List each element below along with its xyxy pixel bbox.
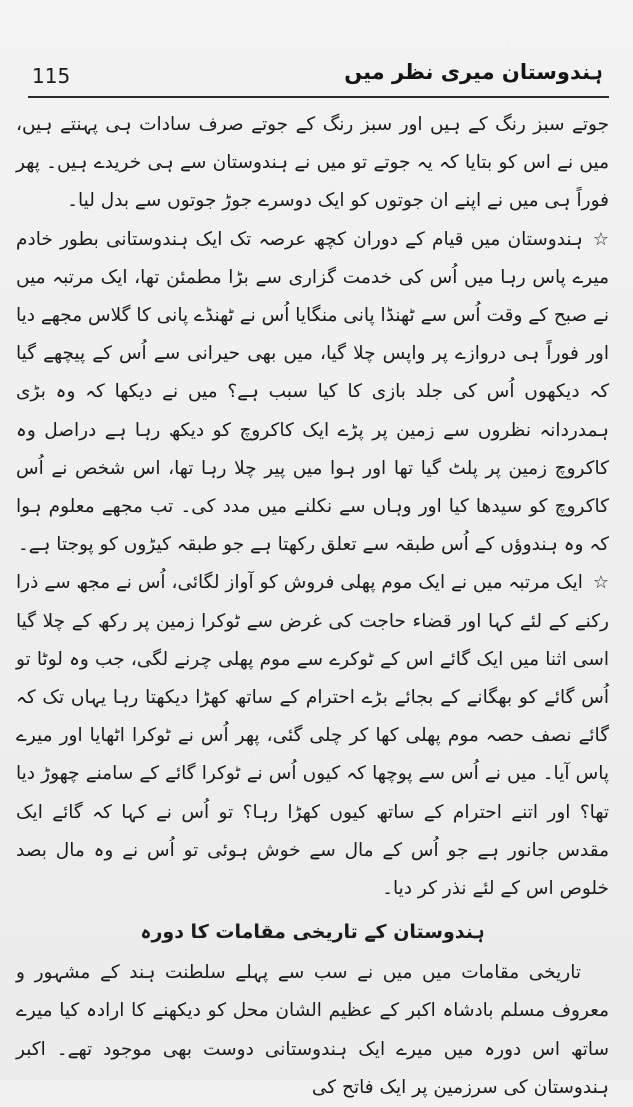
paragraph-text: تاریخی مقامات میں میں نے سب سے پہلے سلطنت ہند کے مشہور و معروف مسلم بادشاہ اکبر کے عظیم الشان محل کو دیکھنے کا ارادہ کیا میرے ساتھ اس دورہ میں میرے ایک ہندوستانی دوست بھی موجود تھے۔ اکبر ہندوستان کی سرزمین پر ایک فاتح کی bbox=[16, 962, 609, 1098]
page-header bbox=[28, 60, 609, 94]
header-rule bbox=[28, 96, 609, 98]
star-icon: ☆ bbox=[592, 572, 609, 594]
paragraph bbox=[16, 106, 609, 221]
paragraph bbox=[16, 221, 609, 565]
star-icon: ☆ bbox=[592, 228, 609, 250]
page-body bbox=[16, 106, 609, 1107]
section-heading: ہندوستان کے تاریخی مقامات کا دورہ bbox=[140, 921, 485, 944]
paragraph-text: جوتے سبز رنگ کے ہیں اور سبز رنگ کے جوتے صرف سادات ہی پہنتے ہیں، میں نے اس کو بتایا کہ یہ جوتے تو میں نے ہندوستان سے ہی خریدے ہیں۔ پھر فوراً ہی میں نے اپنے ان جوتوں کو ایک دوسرے جوڑ جوتوں سے بدل لیا۔ bbox=[16, 114, 609, 212]
page-number: 115 bbox=[32, 64, 71, 88]
paragraph-text: ہندوستان میں قیام کے دوران کچھ عرصہ تک ایک ہندوستانی بطور خادم میرے پاس رہا میں اُس کی خدمت گزاری سے بڑا مطمئن تھا، ایک مرتبہ میں نے صبح کے وقت اُس سے ٹھنڈا پانی منگایا اُس نے ٹھنڈے پانی کا گلاس مجھے دیا اور فوراً ہی دروازے پر واپس چلا گیا، میں بھی حیرانی سے اُس کے پیچھے گیا کہ دیکھوں اُس کی جلد بازی کا کیا سبب ہے؟ میں نے دیکھا کہ وہ بڑی ہمدردانہ نظروں سے زمین پر پڑے ایک کاکروچ کو دیکھ رہا ہے دراصل وہ کاکروچ زمین پر پلٹ گیا تھا اور ہوا میں پیر چلا رہا تھا، اس شخص نے اُس کاکروچ کو سیدھا کیا اور وہاں سے نکلنے میں مدد کی۔ تب مجھے معلوم ہوا کہ وہ ہندوؤں کے اُس طبقہ سے تعلق رکھتا ہے جو طبقہ کیڑوں کو پوجتا ہے۔ bbox=[16, 228, 609, 556]
paragraph-text: ایک مرتبہ میں نے ایک موم پھلی فروش کو آواز لگائی، اُس نے مجھ سے ذرا رکنے کے لئے کہا اور قضاء حاجت کی غرض سے ٹوکرا زمین پر رکھ کے چلا گیا اسی اثنا میں ایک گائے اس کے ٹوکرے سے موم پھلی چرنے لگی، جب وہ لوٹا تو اُس گائے کو بھگانے کے بجائے بڑے احترام کے ساتھ کھڑا دیکھتا رہا یہاں تک کہ گائے نصف حصہ موم پھلی کھا کر چلی گئی، پھر اُس نے ٹوکرا اٹھایا اور میرے پاس آیا۔ میں نے اُس سے پوچھا کہ کیوں اُس نے ٹوکرا گائے کے سامنے چھوڑ دیا تھا؟ اور اتنے احترام کے ساتھ کیوں کھڑا رہا؟ تو اُس نے کہا کہ گائے ایک مقدس جانور ہے جو اُس کے مال سے خوش ہوئی تو اُس نے وہ مال بصد خلوص اس کے لئے نذر کر دیا۔ bbox=[16, 572, 609, 900]
running-head: ہندوستان میری نظر میں bbox=[344, 60, 603, 84]
paragraph bbox=[16, 564, 609, 908]
paragraph bbox=[16, 954, 609, 1107]
